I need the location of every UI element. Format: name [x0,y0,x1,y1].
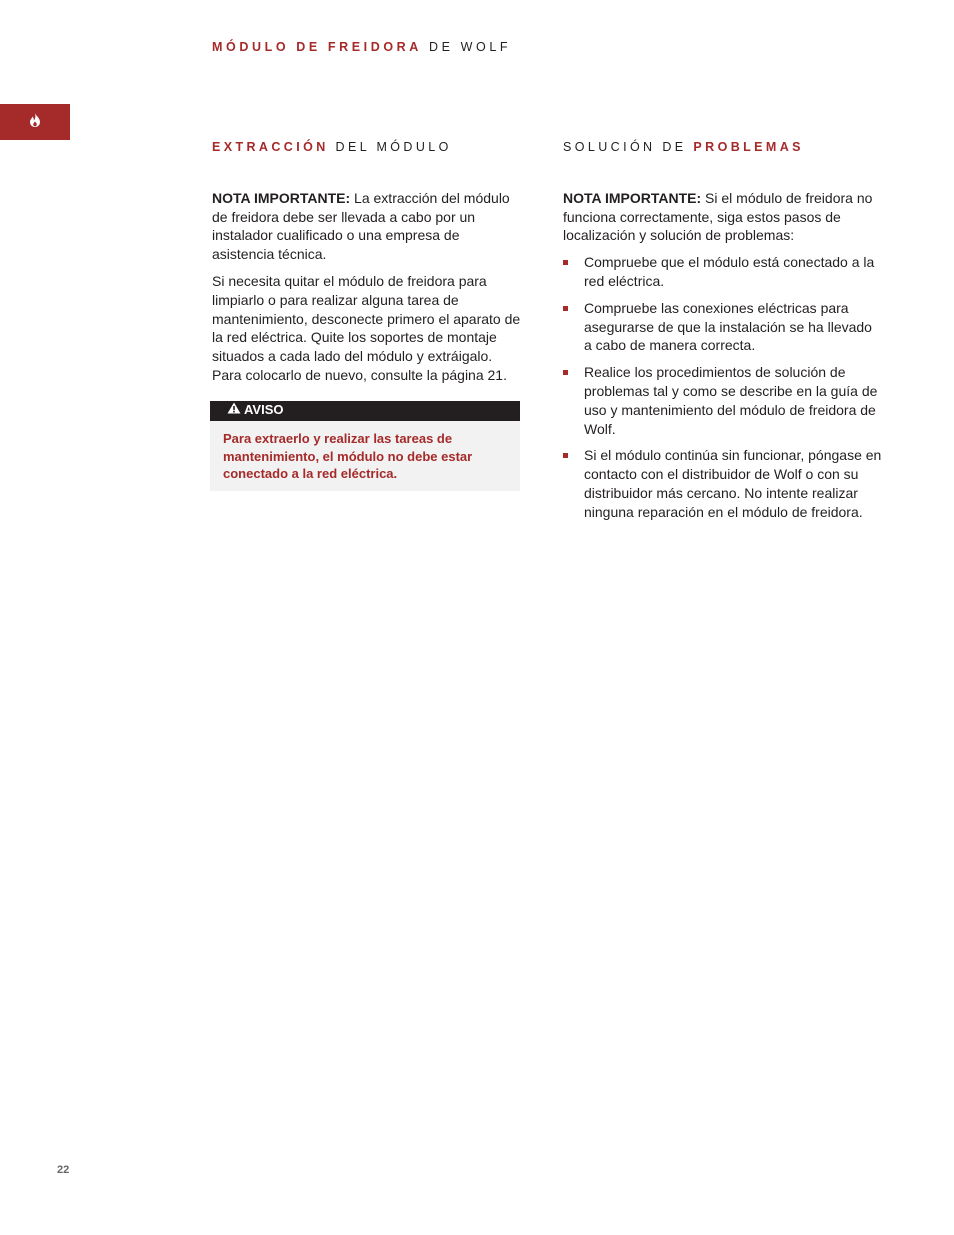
header-title-rest: DE WOLF [429,40,512,54]
troubleshooting-list [563,253,883,521]
body-paragraph: Si necesita quitar el módulo de freidora para limpiarlo o para realizar alguna tarea de mantenimiento, desconecte primero el aparato de la red eléctrica. Quite los soportes de montaje situados a cada lado del módulo y extráigalo. Para colocarlo de nuevo, consulte la página 21. [212,272,521,383]
header-title-bold: MÓDULO DE FREIDORA [212,40,422,54]
left-column [212,138,524,491]
list-item: Realice los procedimientos de solución de problemas tal y como se describe en la guía de uso y mantenimiento del módulo de freidora de Wolf. [563,363,883,438]
warning-label: AVISO [244,402,284,418]
page-header [212,40,511,54]
section-title-solucion [563,138,883,157]
section-title-rest: DEL MÓDULO [335,140,452,154]
warning-box [210,401,520,491]
section-title-bold: EXTRACCIÓN [212,140,329,154]
note-label: NOTA IMPORTANTE: [563,189,702,206]
note-text: Si el módulo de freidora no funciona correctamente, siga estos pasos de localización y solución de problemas: [563,189,873,244]
warning-text: Para extraerlo y realizar las tareas de mantenimiento, el módulo no debe estar conectado a la red eléctrica. [210,421,520,491]
page-number: 22 [57,1164,70,1176]
bullet-square-icon [563,453,568,458]
warning-header [210,401,520,421]
bullet-square-icon [563,306,568,311]
bullet-square-icon [563,260,568,265]
list-item: Compruebe que el módulo está conectado a la red eléctrica. [563,253,883,291]
section-title-extraccion [212,138,524,157]
warning-triangle-icon [227,401,241,420]
list-item: Compruebe las conexiones eléctricas para asegurarse de que la instalación se ha llevado a cabo de manera correcta. [563,299,883,355]
note-label: NOTA IMPORTANTE: [212,189,351,206]
important-note [212,189,524,264]
section-title-rest: SOLUCIÓN DE [563,140,687,154]
section-title-bold: PROBLEMAS [693,140,804,154]
right-column [563,138,883,530]
bullet-square-icon [563,370,568,375]
flame-icon [29,113,41,132]
important-note [563,189,883,245]
note-text: La extracción del módulo de freidora debe ser llevada a cabo por un instalador cualificado o una empresa de asistencia técnica. [212,189,510,263]
list-item: Si el módulo continúa sin funcionar, póngase en contacto con el distribuidor de Wolf o con su distribuidor más cercano. No intente realizar ninguna reparación en el módulo de freidora. [563,446,883,521]
side-tab [0,104,70,140]
